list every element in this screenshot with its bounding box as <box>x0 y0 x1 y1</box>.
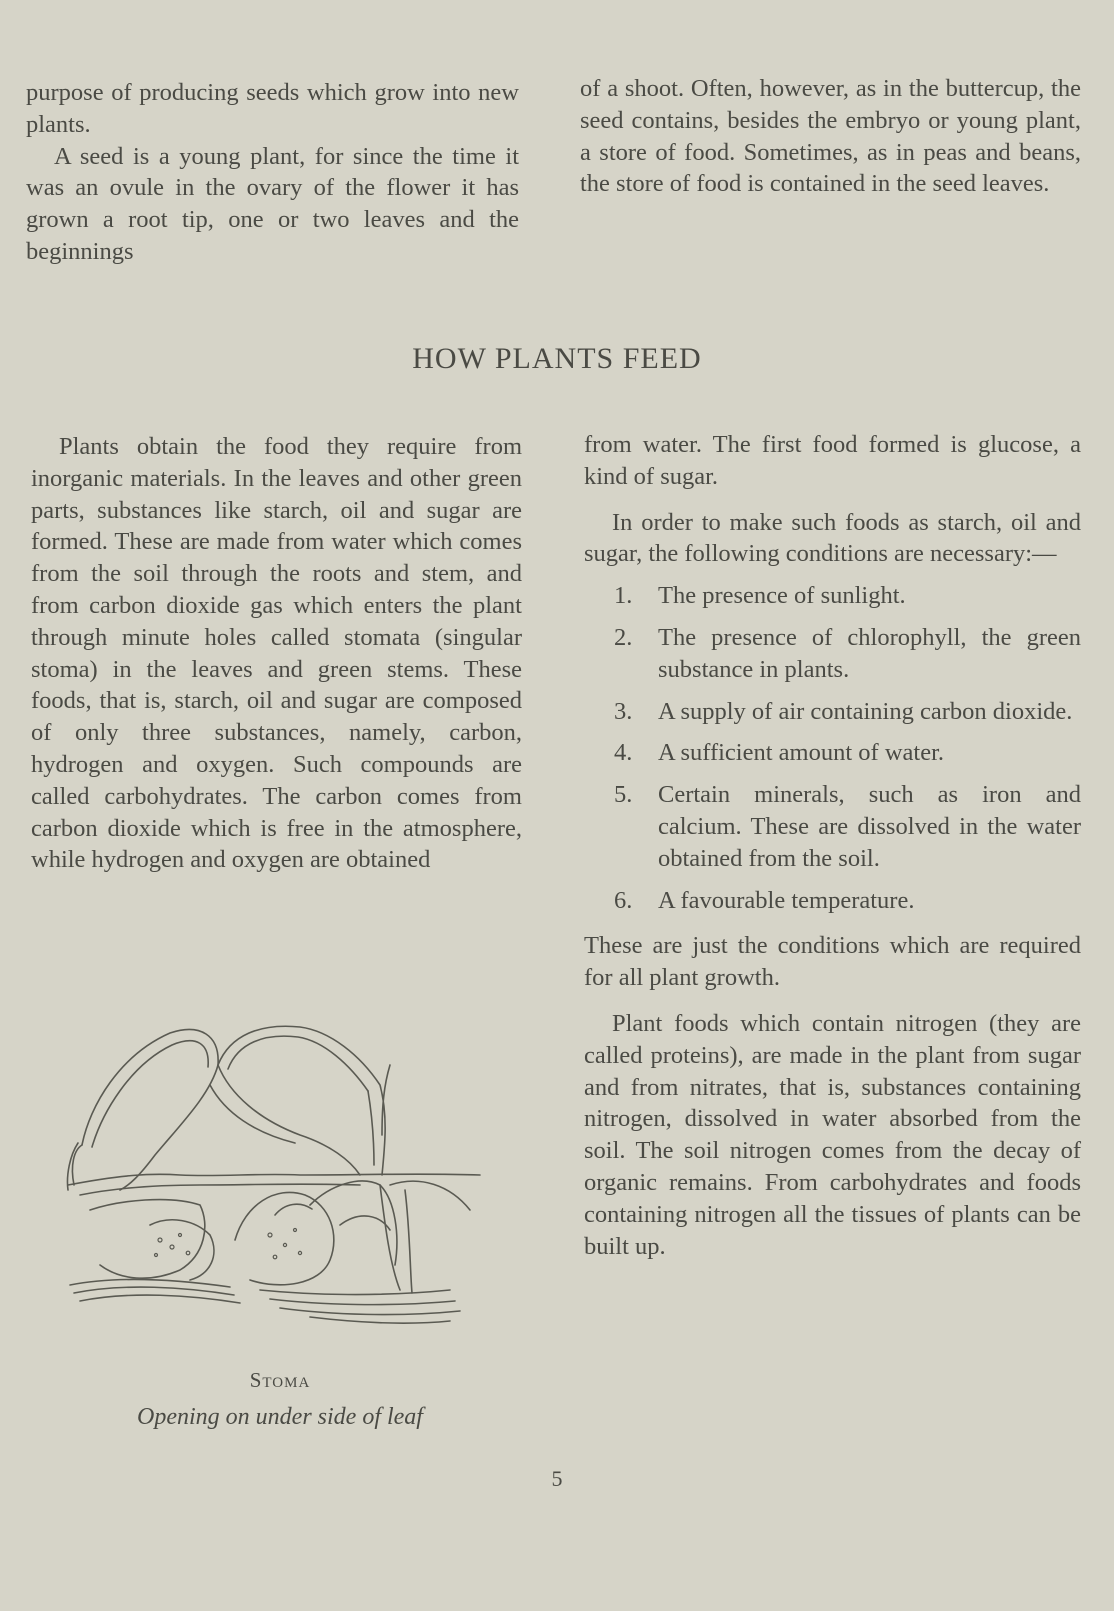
top-left-column <box>26 77 519 268</box>
list-text: A favourable temperature. <box>658 886 915 914</box>
paragraph: Plant foods which contain nitrogen (they are called proteins), are made in the plant from sugar and from nitrates, that is, substances containing nitrogen, dissolved in water absorbed from the soil. The soil nitrogen comes from the decay of organic remains. From carbohydrates and foods containing nitrogen all the tissues of plants can be built up. <box>584 1009 1081 1260</box>
list-number: 3. <box>614 697 633 725</box>
figure-caption-subtitle: Opening on under side of leaf <box>137 1404 423 1430</box>
paragraph: Plants obtain the food they require from inorganic materials. In the leaves and other green parts, substances like starch, oil and sugar are formed. These are made from water which comes from the soil through the roots and stem, and from carbon dioxide gas which enters the plant through minute holes called stomata (singular stoma) in the leaves and green stems. These foods, that is, starch, oil and sugar are composed of only three substances, namely, carbon, hydrogen and oxygen. Such compounds are called carbohydrates. The carbon comes from carbon dioxide which is free in the atmosphere, while hydrogen and oxygen are obtained <box>31 433 522 874</box>
right-column <box>584 429 1081 1262</box>
paragraph: In order to make such foods as starch, oil and sugar, the following conditions are necessary:— <box>584 508 1081 568</box>
top-right-column <box>580 73 1081 200</box>
list-number: 4. <box>614 739 633 767</box>
paragraph: A seed is a young plant, for since the time it was an ovule in the ovary of the flower it has grown a root tip, one or two leaves and the beginnings <box>26 142 519 265</box>
left-column <box>31 431 522 876</box>
section-heading: HOW PLANTS FEED <box>412 342 702 375</box>
list-item <box>584 696 1081 728</box>
paragraph: of a shoot. Often, however, as in the buttercup, the seed contains, besides the embryo or young plant, a store of food. Sometimes, as in peas and beans, the store of food is contained in the seed leaves. <box>580 75 1081 198</box>
list-text: The presence of chlorophyll, the green substance in plants. <box>658 623 1081 683</box>
list-text: Certain minerals, such as iron and calcium. These are dissolved in the water obtained from the soil. <box>658 781 1081 872</box>
list-number: 6. <box>614 886 633 914</box>
figure-caption-title: Stoma <box>249 1368 311 1392</box>
list-text: The presence of sunlight. <box>658 582 906 610</box>
page-number: 5 <box>551 1466 563 1491</box>
list-number: 5. <box>614 781 633 809</box>
list-number: 1. <box>614 582 633 610</box>
paragraph: from water. The first food formed is glucose, a kind of sugar. <box>584 431 1081 490</box>
conditions-list <box>584 580 1081 916</box>
list-number: 2. <box>614 623 633 651</box>
list-item <box>584 779 1081 874</box>
list-item <box>584 580 1081 612</box>
paragraph: purpose of producing seeds which grow into new plants. <box>26 79 519 138</box>
stoma-illustration <box>60 1025 500 1345</box>
paragraph: These are just the conditions which are required for all plant growth. <box>584 932 1081 992</box>
list-text: A supply of air containing carbon dioxide. <box>658 697 1073 725</box>
list-item <box>584 885 1081 917</box>
list-item <box>584 737 1081 769</box>
list-text: A sufficient amount of water. <box>658 739 944 767</box>
list-item <box>584 622 1081 686</box>
